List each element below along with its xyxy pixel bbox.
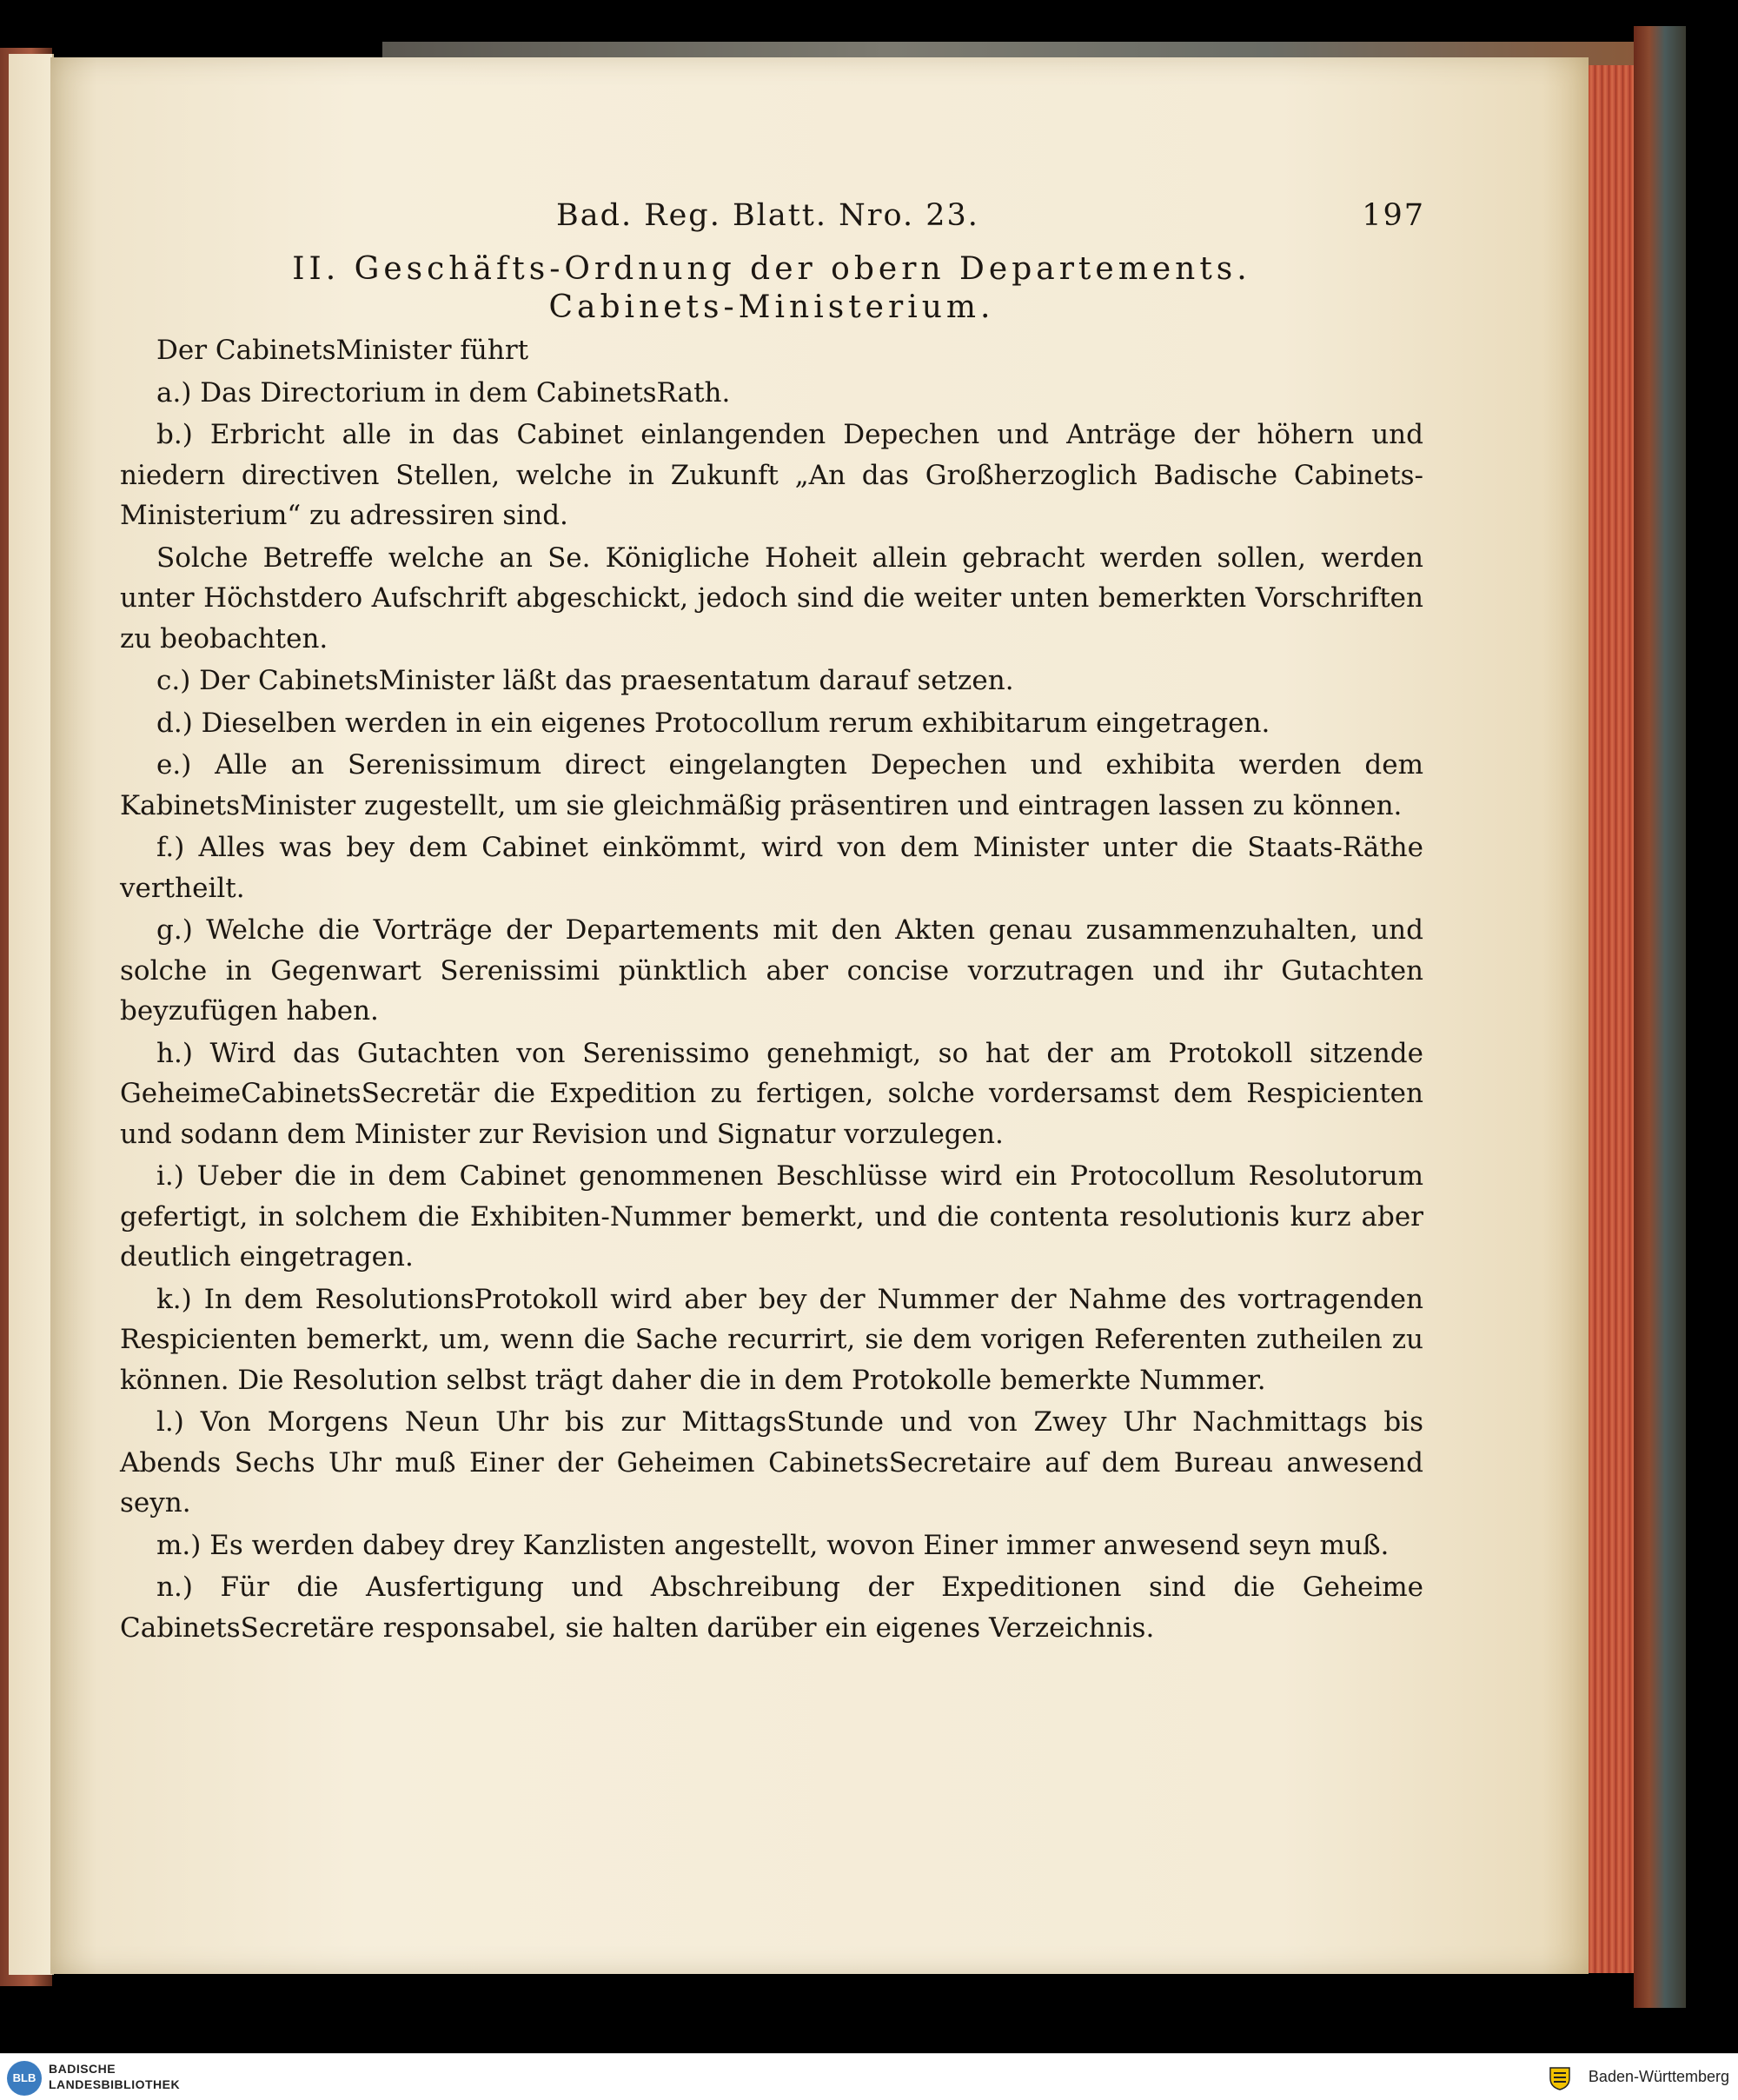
- page-edges: [1582, 65, 1634, 1973]
- library-name-line-2: LANDESBIBLIOTHEK: [49, 2077, 181, 2091]
- paragraph: b.) Erbricht alle in das Cabinet einlangenden Depechen und Anträge der höhern und niedern directiven Stellen, welche in Zukunft „An das Großherzoglich Badische Cabinets-Ministerium“ zu adressiren sind.: [120, 419, 1423, 531]
- section-heading: [120, 250, 1423, 327]
- paragraph: Solche Betreffe welche an Se. Königliche Hoheit allein gebracht werden sollen, werden unter Höchstdero Aufschrift abgeschickt, jedoch sind die weiter unten bemerkten Vorschriften zu beobachten.: [120, 542, 1423, 655]
- paragraph: c.) Der CabinetsMinister läßt das praesentatum darauf setzen.: [156, 665, 1014, 696]
- running-head: Bad. Reg. Blatt. Nro. 23.: [556, 198, 979, 233]
- blb-logo-icon[interactable]: BLB: [7, 2061, 42, 2096]
- paragraph: h.) Wird das Gutachten von Serenissimo genehmigt, so hat der am Protokoll sitzende GeheimeCabinetsSecretär die Expedition zu fertigen, solche vordersamst dem Respicienten und sodann dem Minister zur Revision und Signatur vorzulegen.: [120, 1037, 1423, 1150]
- heading-line-2: Cabinets-Ministerium.: [548, 289, 995, 325]
- state-label[interactable]: Baden-Württemberg: [1588, 2068, 1729, 2085]
- paragraph: g.) Welche die Vorträge der Departements mit den Akten genau zusammenzuhalten, und solche in Gegenwart Serenissimi pünktlich aber concise vorzutragen und ihr Gutachten beyzufügen haben.: [120, 914, 1423, 1027]
- paragraph: n.) Für die Ausfertigung und Abschreibung der Expeditionen sind die Geheime CabinetsSecretäre responsabel, sie halten darüber ein eigenes Verzeichnis.: [120, 1572, 1423, 1644]
- paragraph: d.) Dieselben werden in ein eigenes Protocollum rerum exhibitarum eingetragen.: [156, 707, 1270, 739]
- previous-page-edge: [9, 54, 54, 1975]
- paragraph: a.) Das Directorium in dem CabinetsRath.: [156, 376, 731, 409]
- heading-line-1: II. Geschäfts-Ordnung der obern Departements.: [292, 251, 1251, 287]
- page-number: 197: [1362, 198, 1425, 233]
- running-header: [556, 198, 1425, 242]
- library-name[interactable]: [49, 2061, 180, 2092]
- paragraph: Der CabinetsMinister führt: [156, 335, 529, 366]
- footer-bar: [0, 2053, 1738, 2100]
- page-body: [120, 330, 1423, 1650]
- paragraph: k.) In dem ResolutionsProtokoll wird aber bey der Nummer der Nahme des vortragenden Respicienten bemerkt, um, wenn die Sache recurrirt, sie dem vorigen Referenten zutheilen zu können. Die Resolution selbst trägt daher die in dem Protokolle bemerkte Nummer.: [120, 1283, 1423, 1396]
- paragraph: m.) Es werden dabey drey Kanzlisten angestellt, wovon Einer immer anwesend seyn muß.: [156, 1529, 1390, 1561]
- paragraph: f.) Alles was bey dem Cabinet einkömmt, wird von dem Minister unter die Staats-Räthe vertheilt.: [120, 832, 1423, 904]
- paragraph: l.) Von Morgens Neun Uhr bis zur MittagsStunde und von Zwey Uhr Nachmittags bis Abends Sechs Uhr muß Einer der Geheimen CabinetsSecretaire auf dem Bureau anwesend seyn.: [120, 1406, 1423, 1519]
- paragraph: i.) Ueber die in dem Cabinet genommenen Beschlüsse wird ein Protocollum Resolutorum gefertigt, in solchem die Exhibiten-Nummer bemerkt, und die contenta resolutionis kurz aber deutlich eingetragen.: [120, 1160, 1423, 1273]
- library-name-line-1: BADISCHE: [49, 2062, 116, 2076]
- book-spine: [1634, 26, 1686, 2008]
- coat-of-arms-icon: [1547, 2064, 1573, 2090]
- paragraph: e.) Alle an Serenissimum direct eingelangten Depechen und exhibita werden dem KabinetsMinister zugestellt, um sie gleichmäßig präsentiren und eintragen lassen zu können.: [120, 749, 1423, 821]
